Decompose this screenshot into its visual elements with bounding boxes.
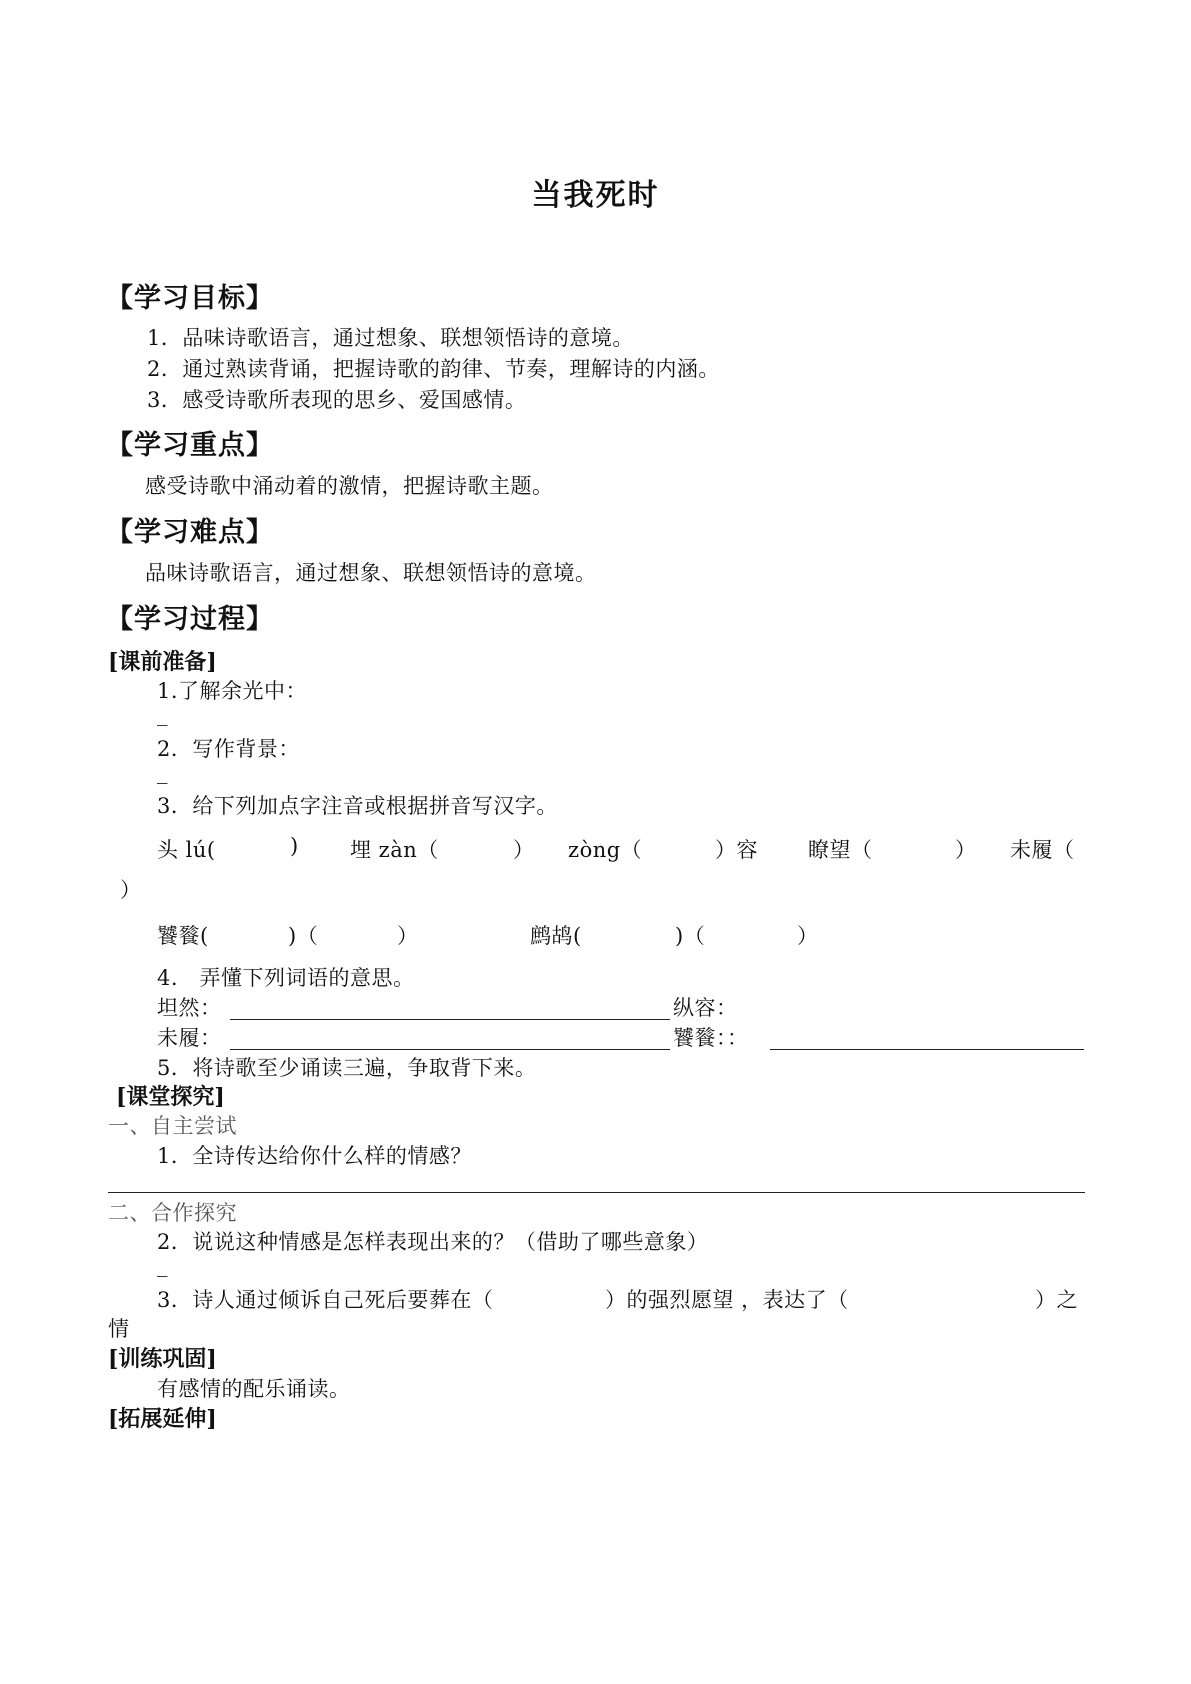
answer-line[interactable]	[108, 1192, 1085, 1193]
extend-heading: [拓展延伸]	[108, 1406, 217, 1432]
prep-q3: 3．给下列加点字注音或根据拼音写汉字。	[157, 794, 558, 818]
vocab-label: 饕餮：：	[673, 1026, 749, 1050]
focus-heading: 【学习重点】	[106, 430, 274, 461]
goal-item: 3．感受诗歌所表现的思乡、爱国感情。	[147, 388, 527, 412]
pinyin-item: 鹧鸪(	[530, 924, 582, 948]
answer-blank: _	[157, 702, 168, 726]
difficulty-text: 品味诗歌语言，通过想象、联想领悟诗的意境。	[145, 561, 597, 585]
prep-heading: [课前准备]	[108, 649, 217, 675]
pinyin-item: )（	[675, 924, 706, 948]
vocab-label: 未履：	[157, 1026, 222, 1050]
part2-question: ）之	[1035, 1288, 1078, 1312]
pinyin-item: ）	[797, 924, 819, 948]
pinyin-item: 未履（	[1010, 838, 1075, 862]
vocab-label: 坦然：	[157, 996, 222, 1020]
pinyin-item: 瞭望（	[808, 838, 873, 862]
pinyin-item: ）	[955, 838, 977, 862]
focus-text: 感受诗歌中涌动着的激情，把握诗歌主题。	[145, 474, 554, 498]
pinyin-item: ）	[120, 878, 142, 902]
part2-question: 情	[108, 1317, 130, 1341]
practice-text: 有感情的配乐诵读。	[157, 1377, 351, 1401]
difficulty-heading: 【学习难点】	[106, 517, 274, 548]
part1-question: 1．全诗传达给你什么样的情感？	[157, 1144, 472, 1168]
pinyin-item: 饕餮(	[157, 924, 209, 948]
practice-heading: [训练巩固]	[108, 1346, 217, 1372]
pinyin-item: )（	[288, 924, 319, 948]
pinyin-item: ）容	[715, 838, 758, 862]
prep-q2: 2．写作背景：	[157, 737, 300, 761]
answer-blank: _	[157, 1253, 168, 1277]
prep-q5: 5．将诗歌至少诵读三遍，争取背下来。	[157, 1056, 537, 1080]
prep-q4: 4. 弄懂下列词语的意思。	[157, 966, 415, 990]
part2-question: 3．诗人通过倾诉自己死后要葬在（	[157, 1288, 494, 1312]
answer-blank: _	[157, 760, 168, 784]
pinyin-item: )	[290, 834, 299, 858]
pinyin-item: ）	[513, 838, 535, 862]
pinyin-item: 头 lú(	[157, 838, 216, 862]
answer-line[interactable]	[230, 1019, 670, 1020]
page-title: 当我死时	[531, 178, 660, 213]
vocab-label: 纵容：	[673, 996, 738, 1020]
answer-line[interactable]	[230, 1049, 670, 1050]
class-heading: [课堂探究]	[116, 1084, 225, 1110]
goal-item: 1．品味诗歌语言，通过想象、联想领悟诗的意境。	[147, 326, 634, 350]
part2-title: 二、合作探究	[108, 1201, 237, 1225]
pinyin-item: 埋 zàn（	[350, 838, 439, 862]
answer-line[interactable]	[770, 1049, 1084, 1050]
goal-item: 2．通过熟读背诵，把握诗歌的韵律、节奏，理解诗的内涵。	[147, 357, 720, 381]
part1-title: 一、自主尝试	[108, 1114, 237, 1138]
prep-q1: 1.了解余光中：	[157, 679, 308, 703]
pinyin-item: ）	[397, 924, 419, 948]
goals-heading: 【学习目标】	[106, 283, 274, 314]
pinyin-item: zòng（	[568, 838, 643, 862]
process-heading: 【学习过程】	[106, 604, 274, 635]
part2-question: 2．说说这种情感是怎样表现出来的？（借助了哪些意象）	[157, 1230, 709, 1254]
part2-question: ）的强烈愿望 ，表达了（	[605, 1288, 849, 1312]
